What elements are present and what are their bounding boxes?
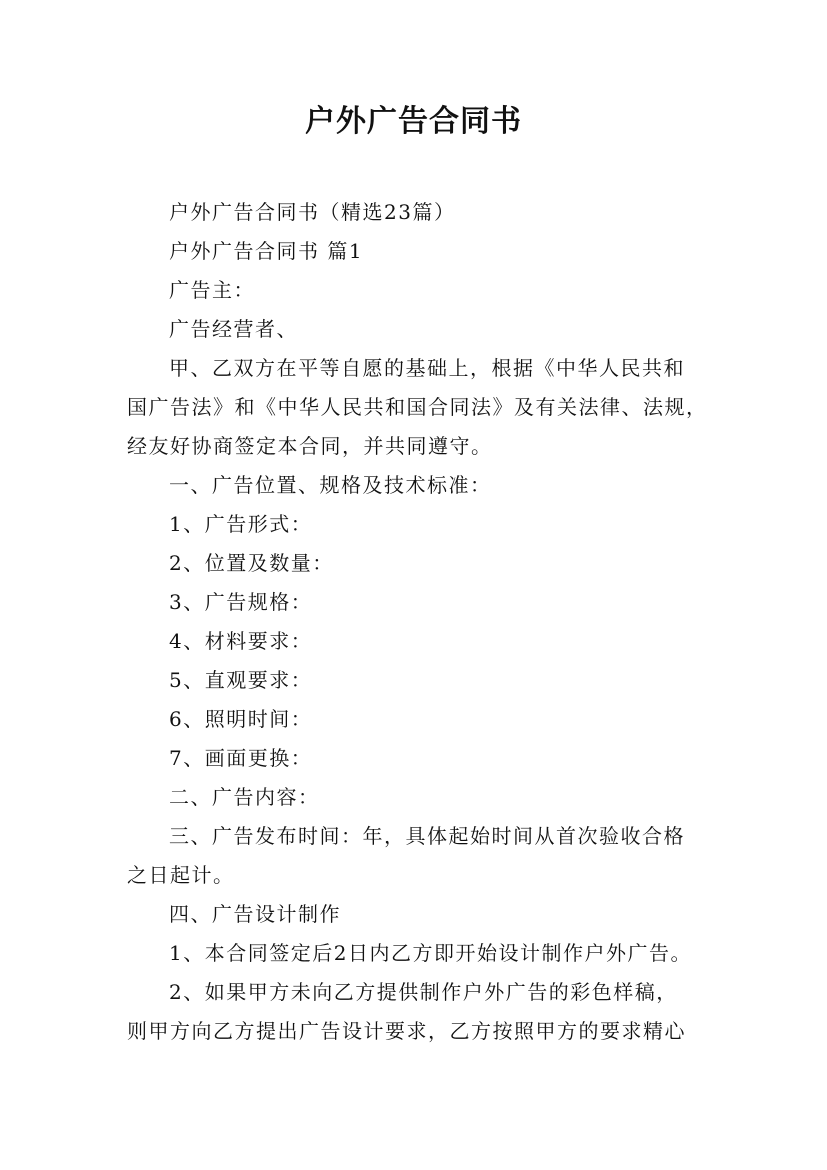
list-item: 1、广告形式： [169, 512, 313, 536]
paragraph-line: 国广告法》和《中华人民共和国合同法》及有关法律、法规， [127, 395, 708, 419]
section-heading: 三、广告发布时间：年，具体起始时间从首次验收合格 [169, 824, 685, 848]
list-item: 5、直观要求： [169, 668, 313, 692]
section-heading: 一、广告位置、规格及技术标准： [169, 473, 492, 497]
list-item: 1、本合同签定后2日内乙方即开始设计制作户外广告。 [169, 941, 692, 965]
list-item: 2、位置及数量： [169, 551, 334, 575]
document-body [127, 193, 707, 1051]
list-item: 3、广告规格： [169, 590, 313, 614]
paragraph-line: 户外广告合同书（精选23篇） [169, 200, 456, 224]
paragraph-line: 户外广告合同书 篇1 [169, 239, 364, 263]
document-title: 户外广告合同书 [305, 104, 522, 139]
paragraph-line: 广告主： [169, 278, 255, 302]
section-heading: 二、广告内容： [169, 785, 320, 809]
list-item: 4、材料要求： [169, 629, 313, 653]
list-item: 6、照明时间： [169, 707, 313, 731]
paragraph-line: 则甲方向乙方提出广告设计要求，乙方按照甲方的要求精心 [127, 1019, 686, 1043]
paragraph-line: 之日起计。 [127, 863, 235, 887]
list-item: 7、画面更换： [169, 746, 313, 770]
paragraph-line: 经友好协商签定本合同，并共同遵守。 [127, 434, 493, 458]
section-heading: 四、广告设计制作 [169, 902, 341, 926]
paragraph-line: 甲、乙双方在平等自愿的基础上，根据《中华人民共和 [169, 356, 685, 380]
paragraph-line: 广告经营者、 [169, 317, 298, 341]
list-item: 2、如果甲方未向乙方提供制作户外广告的彩色样稿， [169, 980, 678, 1004]
